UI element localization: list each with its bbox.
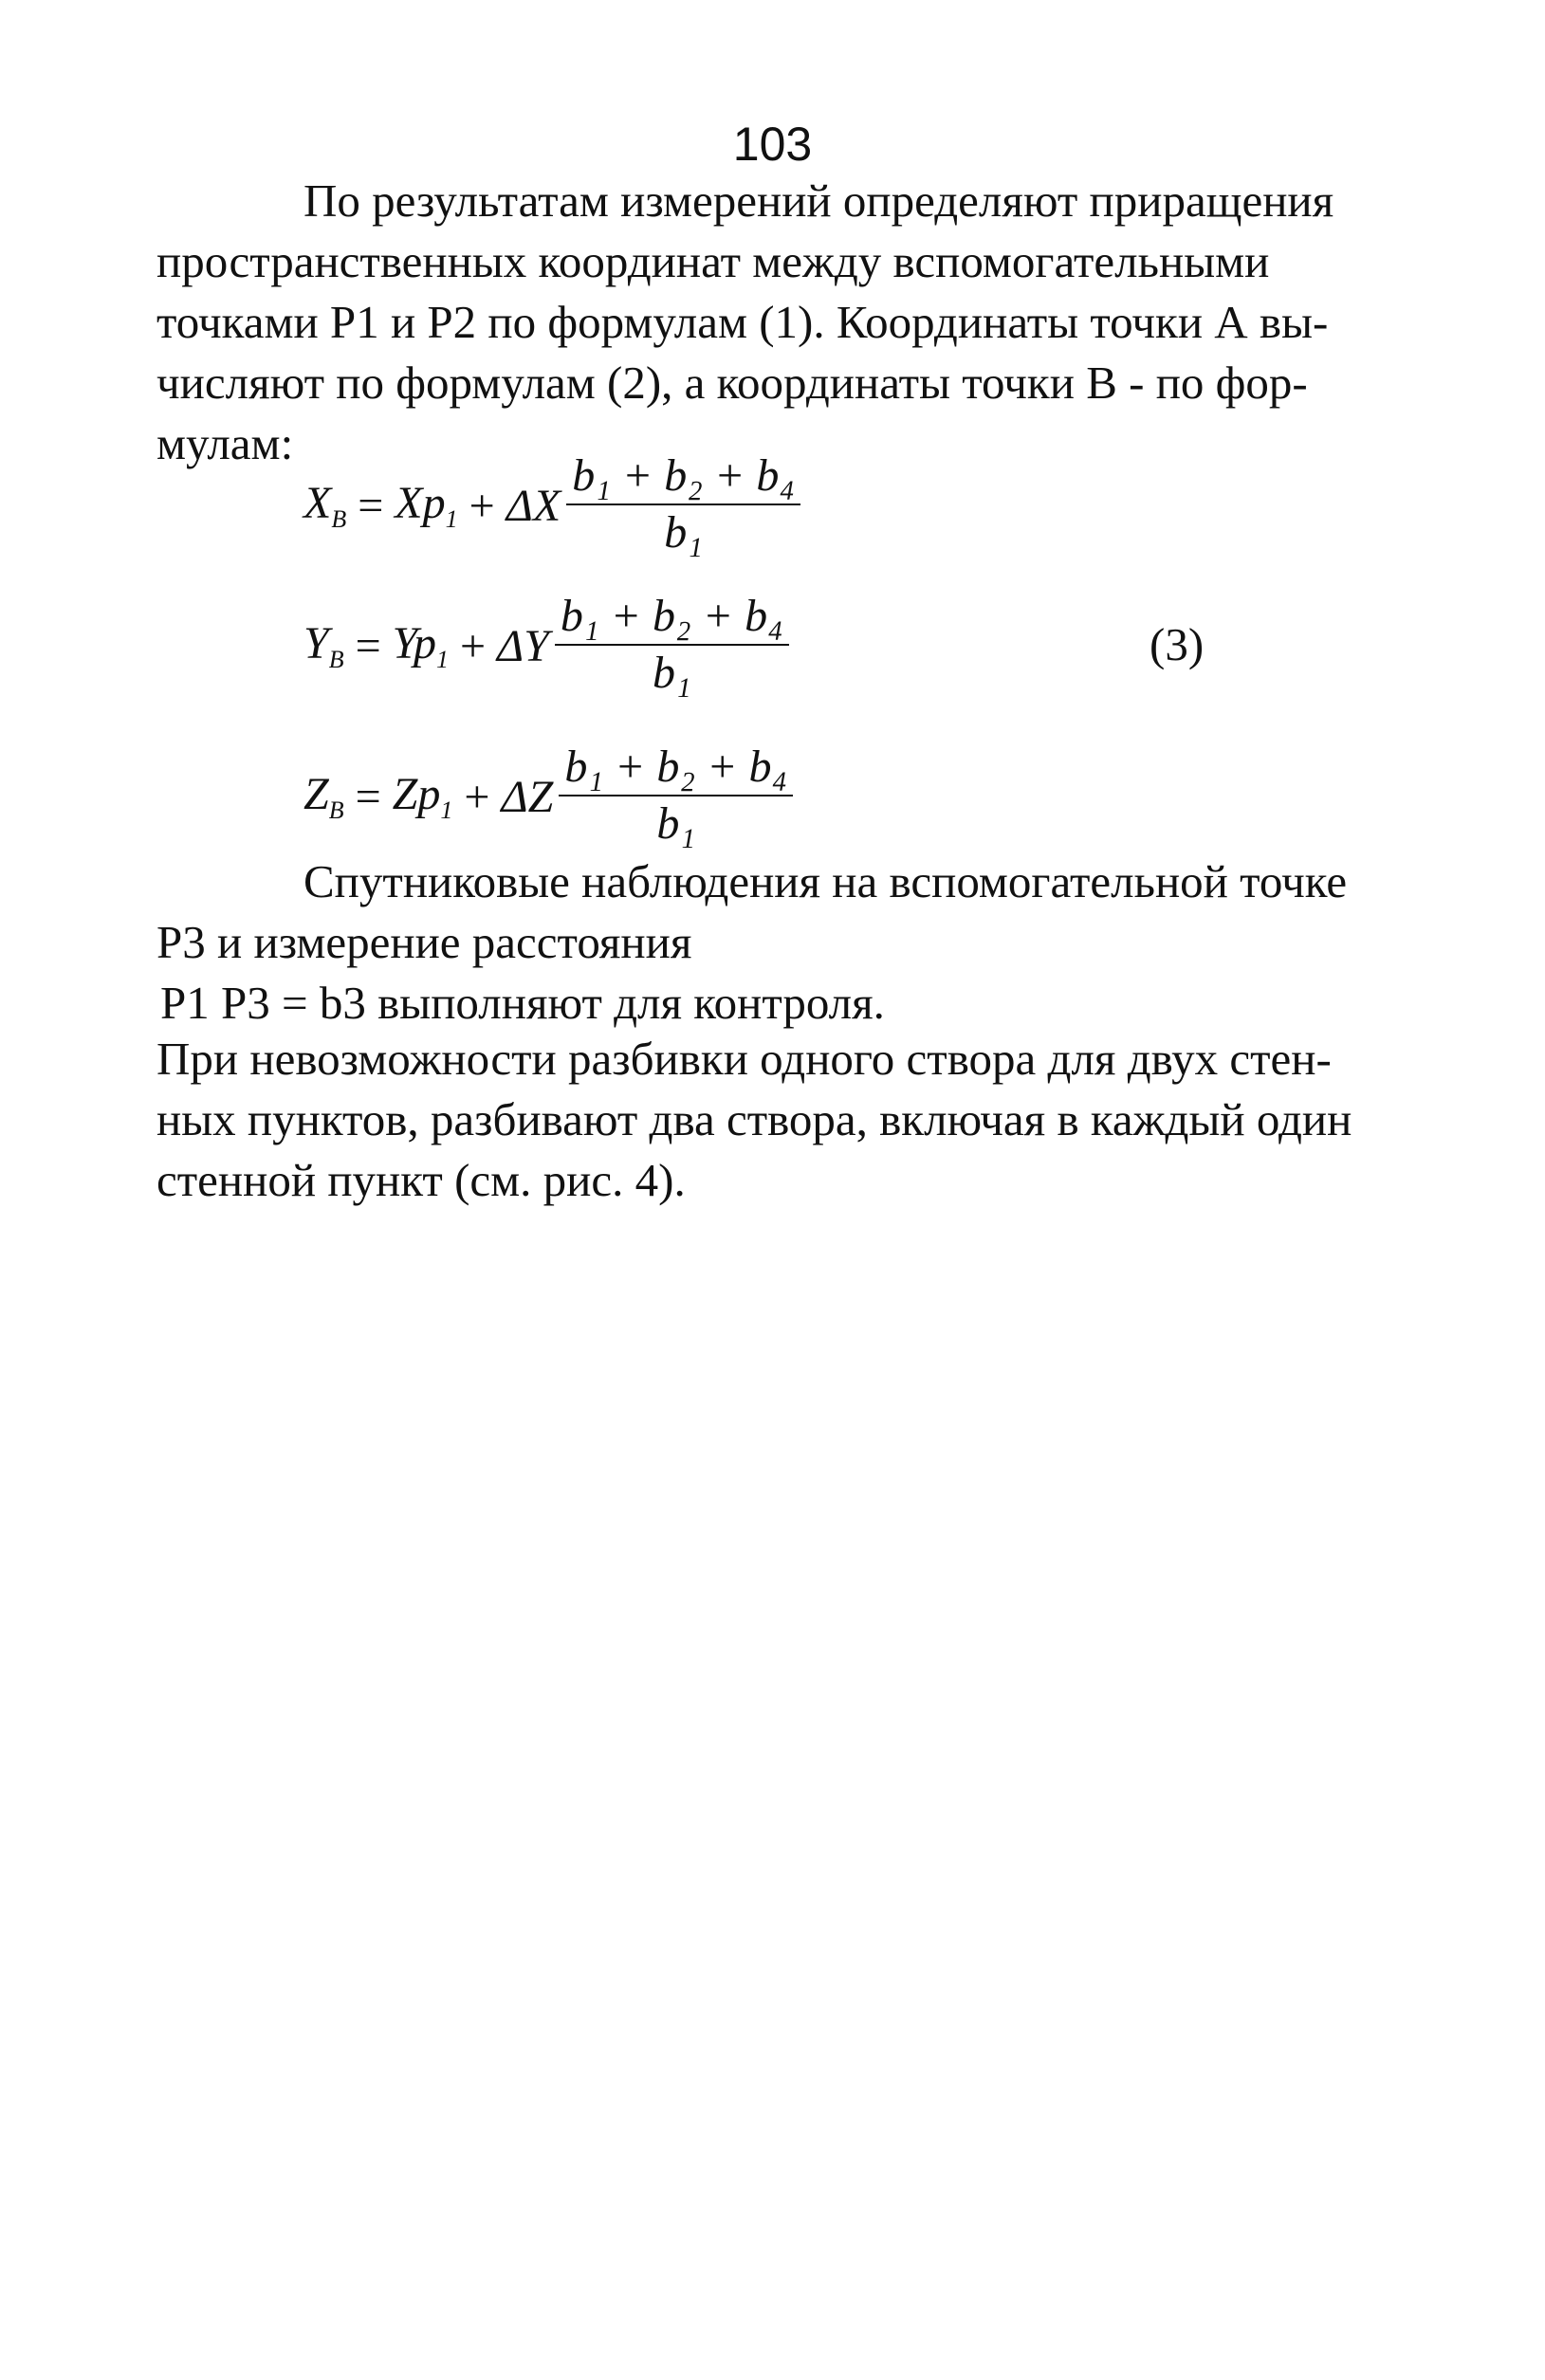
formula-fraction xyxy=(559,741,793,851)
text-line: пространственных координат между вспомогательными xyxy=(156,235,1270,287)
formula-delta: ΔX xyxy=(506,480,561,531)
text-line: стенной пункт (см. рис. 4). xyxy=(156,1154,686,1206)
formula-delta: ΔY xyxy=(497,620,549,671)
text-line: Спутниковые наблюдения на вспомогательной точке xyxy=(303,855,1348,907)
formula-lhs: $Z_B$ xyxy=(303,769,344,824)
page-number: 103 xyxy=(732,118,813,171)
paragraph-intro xyxy=(156,171,1389,474)
text-line: мулам: xyxy=(156,417,294,469)
equation-number: (3) xyxy=(1150,618,1205,670)
fraction-numerator: b₁ + b₂ + b₄ xyxy=(555,591,789,646)
formula-delta: ΔZ xyxy=(501,771,554,822)
formula-base-term: $Yp_1$ xyxy=(392,618,449,673)
formula-base-term: $Zp_1$ xyxy=(392,769,453,824)
formula-fraction xyxy=(566,450,800,560)
text-line: точками P1 и P2 по формулам (1). Координаты точки А вы- xyxy=(156,296,1329,348)
paragraph-satellite xyxy=(156,851,1389,1034)
formula-y: $Y_B$ = $Yp_1$ + ΔY $\frac{\text{b₁ + b₂ + b₄}}{\text{b₁}}$ xyxy=(303,591,789,701)
formula-lhs: $Y_B$ xyxy=(303,618,344,673)
text-line: P3 и измерение расстояния xyxy=(156,916,692,968)
formula-base-term: $Xp_1$ xyxy=(395,478,458,533)
paragraph-alignment xyxy=(156,1029,1389,1211)
formula-lhs: $X_B$ xyxy=(303,478,347,533)
fraction-denominator: b₁ xyxy=(656,798,696,849)
text-line: При невозможности разбивки одного створа для двух стен- xyxy=(156,1033,1332,1085)
fraction-denominator: b₁ xyxy=(664,507,703,558)
formula-fraction xyxy=(555,591,789,701)
formula-z: $Z_B$ = $Zp_1$ + ΔZ $\frac{\text{b₁ + b₂ + b₄}}{\text{b₁}}$ xyxy=(303,741,793,851)
fraction-numerator: b₁ + b₂ + b₄ xyxy=(559,741,793,796)
fraction-denominator: b₁ xyxy=(653,648,691,698)
text-line: P1 P3 = b3 выполняют для контроля. xyxy=(160,977,885,1029)
fraction-numerator: b₁ + b₂ + b₄ xyxy=(566,450,800,505)
formula-x: $X_B$ = $Xp_1$ + ΔX $\frac{\text{b₁ + b₂ + b₄}}{\text{b₁}}$ xyxy=(303,450,800,560)
text-line: числяют по формулам (2), а координаты точки В - по фор- xyxy=(156,357,1308,409)
text-line: По результатам измерений определяют приращения xyxy=(303,174,1334,227)
text-line: ных пунктов, разбивают два створа, включая в каждый один xyxy=(156,1093,1352,1145)
